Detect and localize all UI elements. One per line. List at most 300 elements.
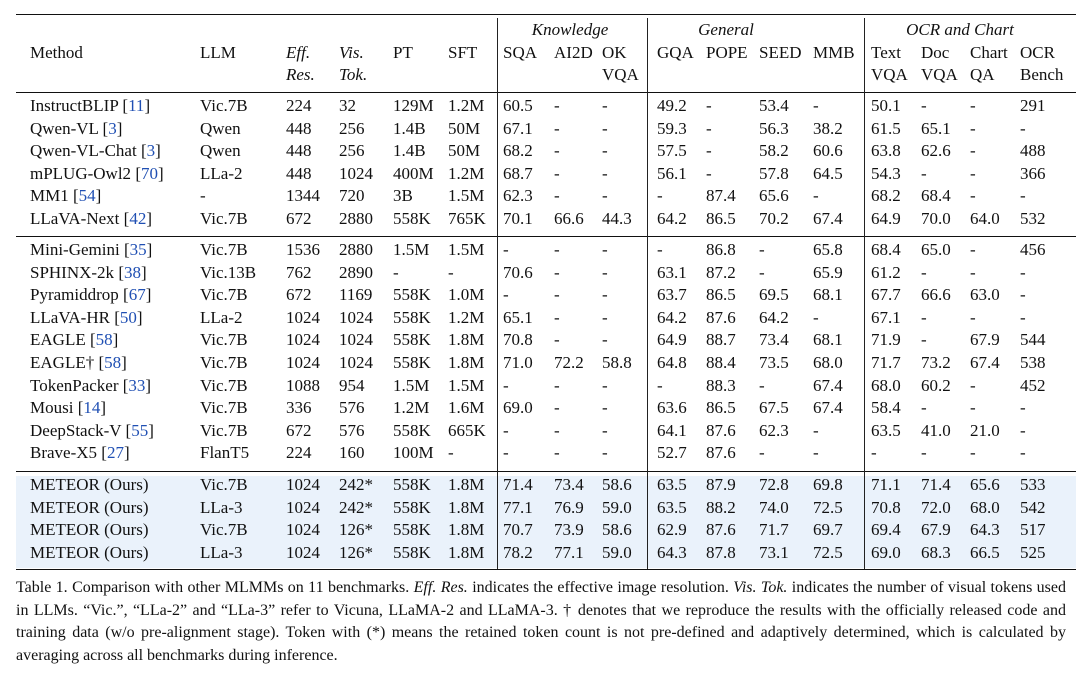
table-cell: 558K	[393, 475, 431, 494]
table-cell: 64.5	[813, 163, 843, 183]
method-label: mPLUG-Owl2	[30, 163, 132, 183]
table-cell: 64.2	[657, 209, 687, 228]
table-cell: 544	[1020, 330, 1046, 350]
table-cell: 672	[286, 420, 312, 440]
column-header-gqa: GQA	[657, 43, 694, 62]
column-header-vis-tok-: Vis.	[339, 43, 364, 62]
table-cell: 126*	[339, 520, 373, 540]
table-cell: -	[554, 163, 560, 183]
method-name: EAGLE† [58]	[30, 353, 127, 372]
group-header-knowledge: Knowledge	[531, 20, 609, 39]
citation-link[interactable]: 35	[129, 240, 147, 259]
citation-link[interactable]: 58	[95, 330, 113, 350]
method-label: Pyramiddrop	[30, 285, 119, 305]
table-cell: 558K	[393, 542, 431, 562]
table-cell: 71.9	[871, 330, 901, 350]
table-cell: -	[921, 330, 927, 350]
table-cell: 1.8M	[448, 475, 485, 494]
table-cell: 448	[286, 141, 312, 161]
table-cell: -	[970, 96, 976, 115]
table-cell: 1024	[286, 475, 320, 494]
table-cell: -	[970, 307, 976, 327]
table-cell: 1.8M	[448, 330, 485, 350]
citation-link[interactable]: 70	[140, 163, 158, 183]
method-name: MM1 [54]	[30, 186, 102, 206]
table-cell: 558K	[393, 307, 431, 327]
table-cell: 69.7	[813, 520, 843, 540]
table-cell: 576	[339, 398, 365, 418]
citation-link[interactable]: 3	[108, 118, 117, 138]
table-cell: 448	[286, 163, 312, 183]
group-separator-2	[647, 18, 648, 569]
table-cell: 1.8M	[448, 520, 485, 540]
column-header-eff-res--line2: Res.	[286, 65, 315, 84]
table-cell: -	[554, 420, 560, 440]
table-cell: 1.5M	[448, 375, 485, 395]
table-cell: 52.7	[657, 443, 687, 463]
table-cell: 256	[339, 141, 365, 161]
table-cell: Vic.13B	[200, 262, 257, 282]
table-cell: 1.5M	[393, 375, 430, 395]
table-cell: 70.6	[503, 262, 533, 282]
table-cell: -	[871, 443, 877, 463]
table-cell: 1.4B	[393, 141, 426, 161]
table-cell: 50.1	[871, 96, 901, 115]
table-cell: 60.5	[503, 96, 533, 115]
table-cell: 56.1	[657, 163, 687, 183]
table-cell: 69.8	[813, 475, 843, 494]
table-cell: -	[503, 443, 509, 463]
table-cell: 71.7	[871, 353, 901, 372]
table-cell: 129M	[393, 96, 434, 115]
table-cell: 2880	[339, 240, 373, 259]
citation-link[interactable]: 42	[129, 209, 147, 228]
table-cell: LLa-2	[200, 163, 243, 183]
group-separator-1	[497, 18, 498, 569]
column-header-chart-qa-line2: QA	[970, 65, 995, 84]
table-cell: -	[921, 262, 927, 282]
citation-link[interactable]: 38	[123, 262, 141, 282]
table-cell: 50M	[448, 141, 481, 161]
table-cell: -	[970, 163, 976, 183]
method-name: TokenPacker [33]	[30, 375, 152, 395]
citation-link[interactable]: 3	[146, 141, 156, 161]
table-cell: 69.0	[503, 398, 533, 418]
table-cell: 62.9	[657, 520, 687, 540]
table-cell: -	[759, 375, 765, 395]
column-header-doc-vqa: Doc	[921, 43, 950, 62]
method-label: TokenPacker	[30, 375, 119, 395]
citation-link[interactable]: 55	[131, 420, 149, 440]
column-header-ai2d: AI2D	[554, 43, 593, 62]
table-cell: 77.1	[554, 542, 584, 562]
table-cell: -	[503, 285, 509, 305]
table-cell: 56.3	[759, 118, 789, 138]
table-cell: 70.2	[759, 209, 789, 228]
table-cell: -	[706, 118, 712, 138]
table-cell: -	[554, 141, 560, 161]
table-cell: 1024	[339, 307, 373, 327]
table-cell: 558K	[393, 497, 431, 517]
top-rule	[16, 14, 1076, 15]
table-cell: LLa-3	[200, 542, 243, 562]
table-cell: 63.1	[657, 262, 687, 282]
table-cell: 72.5	[813, 542, 843, 562]
column-header-ocr-bench-line2: Bench	[1020, 65, 1064, 84]
citation-link[interactable]: 33	[128, 375, 146, 395]
table-cell: 1024	[339, 353, 373, 372]
table-cell: -	[1020, 443, 1026, 463]
method-name: Qwen-VL [3]	[30, 118, 123, 138]
table-cell: 70.8	[503, 330, 533, 350]
table-cell: 50M	[448, 118, 481, 138]
table-cell: 63.0	[970, 285, 1000, 305]
table-cell: 62.3	[503, 186, 533, 206]
table-cell: -	[759, 240, 765, 259]
table-cell: -	[602, 330, 608, 350]
method-name: Mini-Gemini [35]	[30, 240, 153, 259]
table-cell: 58.6	[602, 520, 632, 540]
table-cell: 86.5	[706, 285, 736, 305]
table-cell: -	[813, 307, 819, 327]
citation-link[interactable]: 54	[78, 186, 96, 206]
table-cell: Vic.7B	[200, 209, 248, 228]
table-cell: 62.6	[921, 141, 951, 161]
table-cell: Vic.7B	[200, 375, 248, 395]
table-cell: 558K	[393, 330, 431, 350]
table-cell: 87.6	[706, 520, 736, 540]
citation-link[interactable]: 14	[83, 398, 101, 418]
table-cell: 68.1	[813, 285, 843, 305]
table-cell: 558K	[393, 420, 431, 440]
table-cell: 86.5	[706, 209, 736, 228]
table-cell: 68.4	[921, 186, 951, 206]
table-cell: -	[813, 186, 819, 206]
table-cell: -	[200, 186, 206, 206]
table-cell: 87.6	[706, 443, 736, 463]
table-cell: 1.2M	[448, 163, 485, 183]
table-cell: 76.9	[554, 497, 584, 517]
table-cell: 1024	[286, 353, 320, 372]
table-cell: 64.0	[970, 209, 1000, 228]
table-cell: 64.8	[657, 353, 687, 372]
table-cell: -	[602, 240, 608, 259]
table-cell: -	[602, 443, 608, 463]
table-cell: 88.4	[706, 353, 736, 372]
table-cell: 242*	[339, 475, 373, 494]
column-header-method: Method	[30, 43, 83, 62]
column-header-chart-qa: Chart	[970, 43, 1008, 62]
table-cell: 68.3	[921, 542, 951, 562]
table-cell: -	[554, 375, 560, 395]
method-name: LLaVA-HR [50]	[30, 307, 143, 327]
method-label: EAGLE†	[30, 353, 95, 372]
method-label: DeepStack-V	[30, 420, 122, 440]
table-cell: 63.5	[657, 497, 687, 517]
table-cell: 452	[1020, 375, 1046, 395]
table-cell: 336	[286, 398, 312, 418]
table-cell: 533	[1020, 475, 1046, 494]
table-cell: 1.8M	[448, 542, 485, 562]
table-cell: 58.6	[602, 475, 632, 494]
table-cell: 63.5	[657, 475, 687, 494]
table-cell: 88.3	[706, 375, 736, 395]
table-cell: -	[706, 163, 712, 183]
table-cell: -	[1020, 307, 1026, 327]
table-cell: 68.1	[813, 330, 843, 350]
table-cell: -	[970, 186, 976, 206]
table-cell: 63.7	[657, 285, 687, 305]
table-cell: 38.2	[813, 118, 843, 138]
table-cell: -	[970, 118, 976, 138]
table-cell: 1.8M	[448, 353, 485, 372]
table-cell: 400M	[393, 163, 434, 183]
table-cell: -	[921, 398, 927, 418]
table-cell: 1024	[286, 330, 320, 350]
table-cell: 1536	[286, 240, 320, 259]
table-cell: -	[554, 186, 560, 206]
table-cell: 64.2	[657, 307, 687, 327]
table-cell: 58.8	[602, 353, 632, 372]
table-cell: 2880	[339, 209, 373, 228]
method-name: DeepStack-V [55]	[30, 420, 154, 440]
table-cell: 2890	[339, 262, 373, 282]
table-cell: LLa-2	[200, 307, 243, 327]
table-cell: 67.7	[871, 285, 901, 305]
table-cell: -	[602, 186, 608, 206]
table-cell: -	[602, 118, 608, 138]
table-cell: -	[970, 262, 976, 282]
table-cell: 558K	[393, 209, 431, 228]
table-cell: Vic.7B	[200, 330, 248, 350]
column-header-vis-tok--line2: Tok.	[339, 65, 368, 84]
table-cell: -	[970, 443, 976, 463]
table-cell: -	[554, 262, 560, 282]
table-cell: 70.7	[503, 520, 533, 540]
table-cell: -	[1020, 285, 1026, 305]
table-cell: Vic.7B	[200, 96, 248, 115]
table-cell: 525	[1020, 542, 1046, 562]
table-cell: -	[602, 285, 608, 305]
table-cell: -	[970, 141, 976, 161]
caption-text-3: indicates the number of visual tokens used in LLMs. “Vic.”, “LLa-2” and “LLa-3” refer to Vicuna, LLaMA-2 and LLaMA-3. † denotes that we reproduce the results with the officially released code and training data (w/o pre-alignment stage). Token with (*) means the retained token count is not pre-defined and adaptively determined, which is calculated by averaging across all benchmarks during inference.	[16, 579, 1067, 664]
table-cell: Qwen	[200, 118, 241, 138]
table-cell: 73.9	[554, 520, 584, 540]
method-name: EAGLE [58]	[30, 330, 119, 350]
table-cell: 67.1	[871, 307, 901, 327]
table-cell: Vic.7B	[200, 420, 248, 440]
column-header-pope: POPE	[706, 43, 748, 62]
column-header-seed: SEED	[759, 43, 802, 62]
table-cell: Vic.7B	[200, 520, 248, 540]
table-cell: 87.6	[706, 307, 736, 327]
table-cell: 672	[286, 209, 312, 228]
table-cell: 65.1	[921, 118, 951, 138]
table-cell: -	[602, 96, 608, 115]
table-cell: 67.9	[970, 330, 1000, 350]
table-cell: 68.2	[871, 186, 901, 206]
table-cell: 68.0	[813, 353, 843, 372]
column-header-eff-res-: Eff.	[286, 43, 311, 62]
group-header-ocr-and-chart: OCR and Chart	[906, 20, 1014, 39]
method-name	[30, 498, 149, 518]
table-cell: 1.0M	[448, 285, 485, 305]
table-cell: -	[554, 240, 560, 259]
method-name	[30, 543, 149, 563]
table-cell: FlanT5	[200, 443, 250, 463]
table-cell: 456	[1020, 240, 1046, 259]
table-cell: 88.7	[706, 330, 736, 350]
table-cell: 73.5	[759, 353, 789, 372]
table-cell: 65.8	[813, 240, 843, 259]
bottom-rule	[16, 569, 1076, 570]
column-header-doc-vqa-line2: VQA	[921, 65, 958, 84]
table-cell: 32	[339, 96, 356, 115]
method-label: Brave-X5	[30, 443, 98, 463]
table-cell: 67.4	[813, 209, 843, 228]
table-cell: Vic.7B	[200, 475, 248, 494]
table-cell: -	[554, 330, 560, 350]
table-cell: -	[921, 163, 927, 183]
table-cell: 54.3	[871, 163, 901, 183]
table-cell: 67.4	[813, 398, 843, 418]
table-cell: 71.0	[503, 353, 533, 372]
table-cell: 242*	[339, 497, 373, 517]
table-cell: 72.8	[759, 475, 789, 494]
table-cell: 67.4	[813, 375, 843, 395]
table-cell: 86.8	[706, 240, 736, 259]
table-cell: 70.8	[871, 497, 901, 517]
table-cell: 64.3	[970, 520, 1000, 540]
table-cell: 73.4	[554, 475, 584, 494]
table-cell: -	[602, 420, 608, 440]
table-cell: 49.2	[657, 96, 687, 115]
table-cell: 1.8M	[448, 497, 485, 517]
citation-link[interactable]: 50	[119, 307, 137, 327]
table-cell: 1024	[286, 520, 320, 540]
table-cell: 517	[1020, 520, 1046, 540]
table-cell: 53.4	[759, 96, 789, 115]
table-cell: 576	[339, 420, 365, 440]
table-cell: -	[393, 262, 399, 282]
table-cell: 762	[286, 262, 312, 282]
method-label: SPHINX-2k	[30, 262, 115, 282]
column-header-llm: LLM	[200, 43, 236, 62]
citation-link[interactable]: 58	[104, 353, 122, 372]
table-cell: 73.2	[921, 353, 951, 372]
table-cell: 69.0	[871, 542, 901, 562]
table-cell: 74.0	[759, 497, 789, 517]
table-cell: 71.7	[759, 520, 789, 540]
citation-link[interactable]: 27	[106, 443, 124, 463]
table-cell: -	[970, 240, 976, 259]
method-name: Mousi [14]	[30, 398, 107, 418]
table-cell: 67.4	[970, 353, 1000, 372]
table-cell: -	[602, 141, 608, 161]
table-cell: 1024	[286, 497, 320, 517]
citation-link[interactable]: 67	[128, 285, 146, 305]
table-cell: -	[970, 375, 976, 395]
caption-text-2: indicates the effective image resolution.	[467, 579, 734, 596]
table-cell: 1024	[286, 542, 320, 562]
table-cell: -	[706, 96, 712, 115]
table-cell: 68.4	[871, 240, 901, 259]
method-name: InstructBLIP [11]	[30, 96, 151, 115]
table-cell: -	[1020, 398, 1026, 418]
table-cell: 64.1	[657, 420, 687, 440]
table-cell: Vic.7B	[200, 285, 248, 305]
method-label: Qwen-VL	[30, 118, 99, 138]
table-cell: -	[503, 420, 509, 440]
table-cell: -	[602, 262, 608, 282]
method-label: METEOR (Ours)	[30, 520, 149, 540]
table-cell: 71.4	[921, 475, 951, 494]
table-cell: 59.3	[657, 118, 687, 138]
table-cell: -	[921, 307, 927, 327]
table-cell: 65.6	[759, 186, 789, 206]
group-header-general: General	[698, 20, 754, 39]
table-cell: -	[970, 398, 976, 418]
table-cell: -	[706, 141, 712, 161]
column-header-sqa: SQA	[503, 43, 538, 62]
table-cell: 59.0	[602, 497, 632, 517]
table-cell: 68.7	[503, 163, 533, 183]
table-cell: 448	[286, 118, 312, 138]
table-cell: 68.2	[503, 141, 533, 161]
table-cell: 1088	[286, 375, 320, 395]
table-cell: 1.5M	[448, 240, 485, 259]
column-header-ok-vqa-line2: VQA	[602, 65, 639, 84]
table-cell: 70.0	[921, 209, 951, 228]
table-cell: 558K	[393, 285, 431, 305]
table-cell: 67.1	[503, 118, 533, 138]
table-cell: -	[759, 443, 765, 463]
table-cell: 224	[286, 96, 312, 115]
table-cell: 63.6	[657, 398, 687, 418]
table-cell: 61.5	[871, 118, 901, 138]
section-rule-1	[16, 236, 1076, 237]
table-cell: 64.9	[871, 209, 901, 228]
method-name: Pyramiddrop [67]	[30, 285, 152, 305]
table-cell: 160	[339, 443, 365, 463]
table-cell: 1.2M	[448, 96, 485, 115]
table-cell: 1024	[286, 307, 320, 327]
table-cell: 1024	[339, 330, 373, 350]
table-cell: 538	[1020, 353, 1046, 372]
table-cell: -	[503, 240, 509, 259]
table-cell: Vic.7B	[200, 240, 248, 259]
table-cell: -	[602, 307, 608, 327]
table-cell: 66.5	[970, 542, 1000, 562]
table-cell: 720	[339, 186, 365, 206]
table-cell: 66.6	[554, 209, 584, 228]
table-cell: -	[554, 443, 560, 463]
table-cell: 78.2	[503, 542, 533, 562]
citation-link[interactable]: 11	[128, 96, 145, 115]
table-cell: -	[813, 96, 819, 115]
table-cell: LLa-3	[200, 497, 243, 517]
table-cell: 60.2	[921, 375, 951, 395]
caption-eff-res: Eff. Res.	[413, 579, 468, 596]
method-label: Mini-Gemini	[30, 240, 120, 259]
table-cell: 57.5	[657, 141, 687, 161]
table-cell: 3B	[393, 186, 413, 206]
table-cell: 68.0	[871, 375, 901, 395]
table-cell: -	[813, 420, 819, 440]
table-cell: -	[554, 307, 560, 327]
column-header-text-vqa: Text	[871, 43, 901, 62]
table-cell: -	[1020, 118, 1026, 138]
